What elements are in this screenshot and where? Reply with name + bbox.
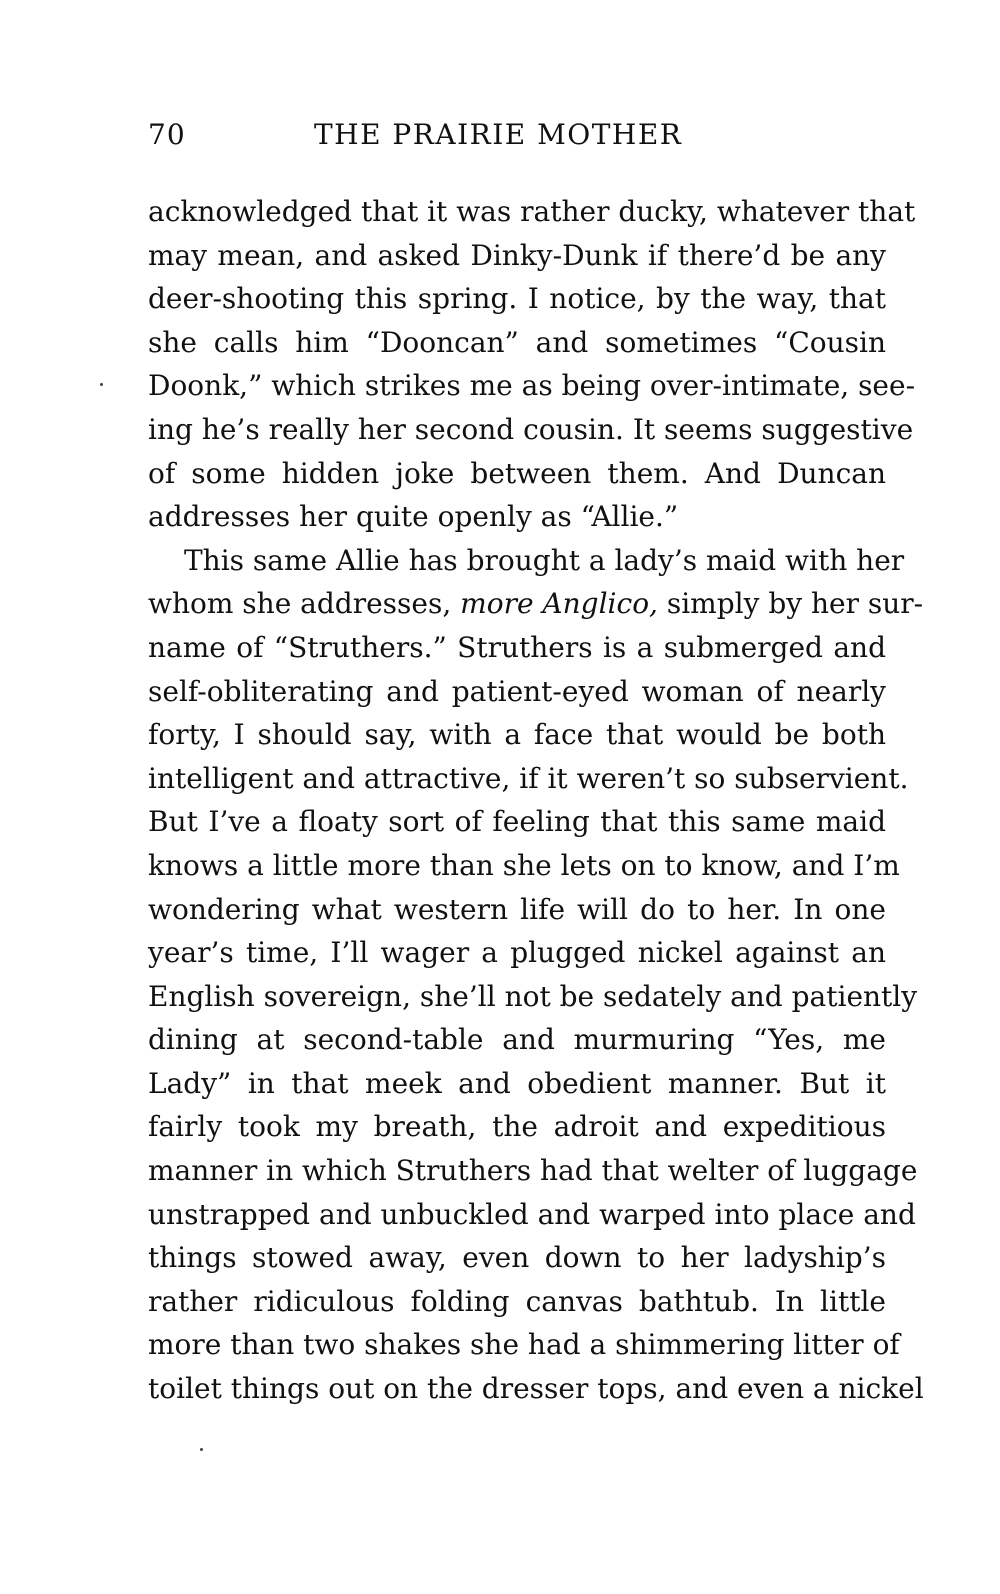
text-line: deer-shooting this spring. I notice, by the way, that — [148, 282, 886, 316]
text-line: may mean, and asked Dinky-Dunk if there’d be any — [148, 238, 886, 272]
text-line: she calls him “Dooncan” and sometimes “Cousin — [148, 325, 886, 359]
text-segment: whom she addresses, — [148, 587, 461, 621]
text-line: year’s time, I’ll wager a plugged nickel against an — [148, 936, 886, 970]
running-head — [148, 118, 738, 158]
text-line: things stowed away, even down to her ladyship’s — [148, 1241, 886, 1275]
text-line: manner in which Struthers had that welter of luggage — [148, 1154, 918, 1188]
text-line: forty, I should say, with a face that would be both — [148, 718, 886, 752]
text-segment: simply by her sur- — [657, 587, 924, 621]
text-line: rather ridiculous folding canvas bathtub. In little — [148, 1284, 886, 1318]
text-line: English sovereign, she’ll not be sedately and patiently — [148, 979, 918, 1013]
text-line: acknowledged that it was rather ducky, whatever that — [148, 195, 916, 228]
text-line-mixed — [148, 582, 924, 626]
running-title: THE PRAIRIE MOTHER — [314, 118, 683, 151]
text-line: of some hidden joke between them. And Duncan — [148, 456, 886, 490]
text-line: Lady” in that meek and obedient manner. But it — [148, 1066, 886, 1100]
body-text — [148, 190, 924, 1411]
page-number: 70 — [148, 118, 186, 151]
text-line: unstrapped and unbuckled and warped into place and — [148, 1197, 916, 1231]
text-line: dining at second-table and murmuring “Yes, me — [148, 1023, 886, 1057]
text-line: ing he’s really her second cousin. It seems suggestive — [148, 412, 914, 446]
text-line: wondering what western life will do to her. In one — [148, 892, 886, 926]
print-speck — [200, 1448, 203, 1451]
text-line: Doonk,” which strikes me as being over-intimate, see- — [148, 369, 916, 403]
text-line: This same Allie has brought a lady’s maid with her — [184, 543, 905, 577]
text-line: name of “Struthers.” Struthers is a submerged and — [148, 630, 886, 664]
text-line: intelligent and attractive, if it weren’t so subservient. — [148, 761, 909, 795]
text-line: toilet things out on the dresser tops, and even a nickel — [148, 1372, 924, 1406]
text-line: knows a little more than she lets on to know, and I’m — [148, 848, 900, 882]
text-line: self-obliterating and patient-eyed woman of nearly — [148, 674, 886, 708]
text-line: addresses her quite openly as “Allie.” — [148, 500, 679, 534]
text-line: more than two shakes she had a shimmering litter of — [148, 1328, 900, 1362]
print-speck — [100, 383, 103, 386]
italic-phrase: more Anglico, — [460, 587, 658, 621]
text-line: fairly took my breath, the adroit and expeditious — [148, 1110, 886, 1144]
text-line: But I’ve a floaty sort of feeling that this same maid — [148, 805, 886, 839]
